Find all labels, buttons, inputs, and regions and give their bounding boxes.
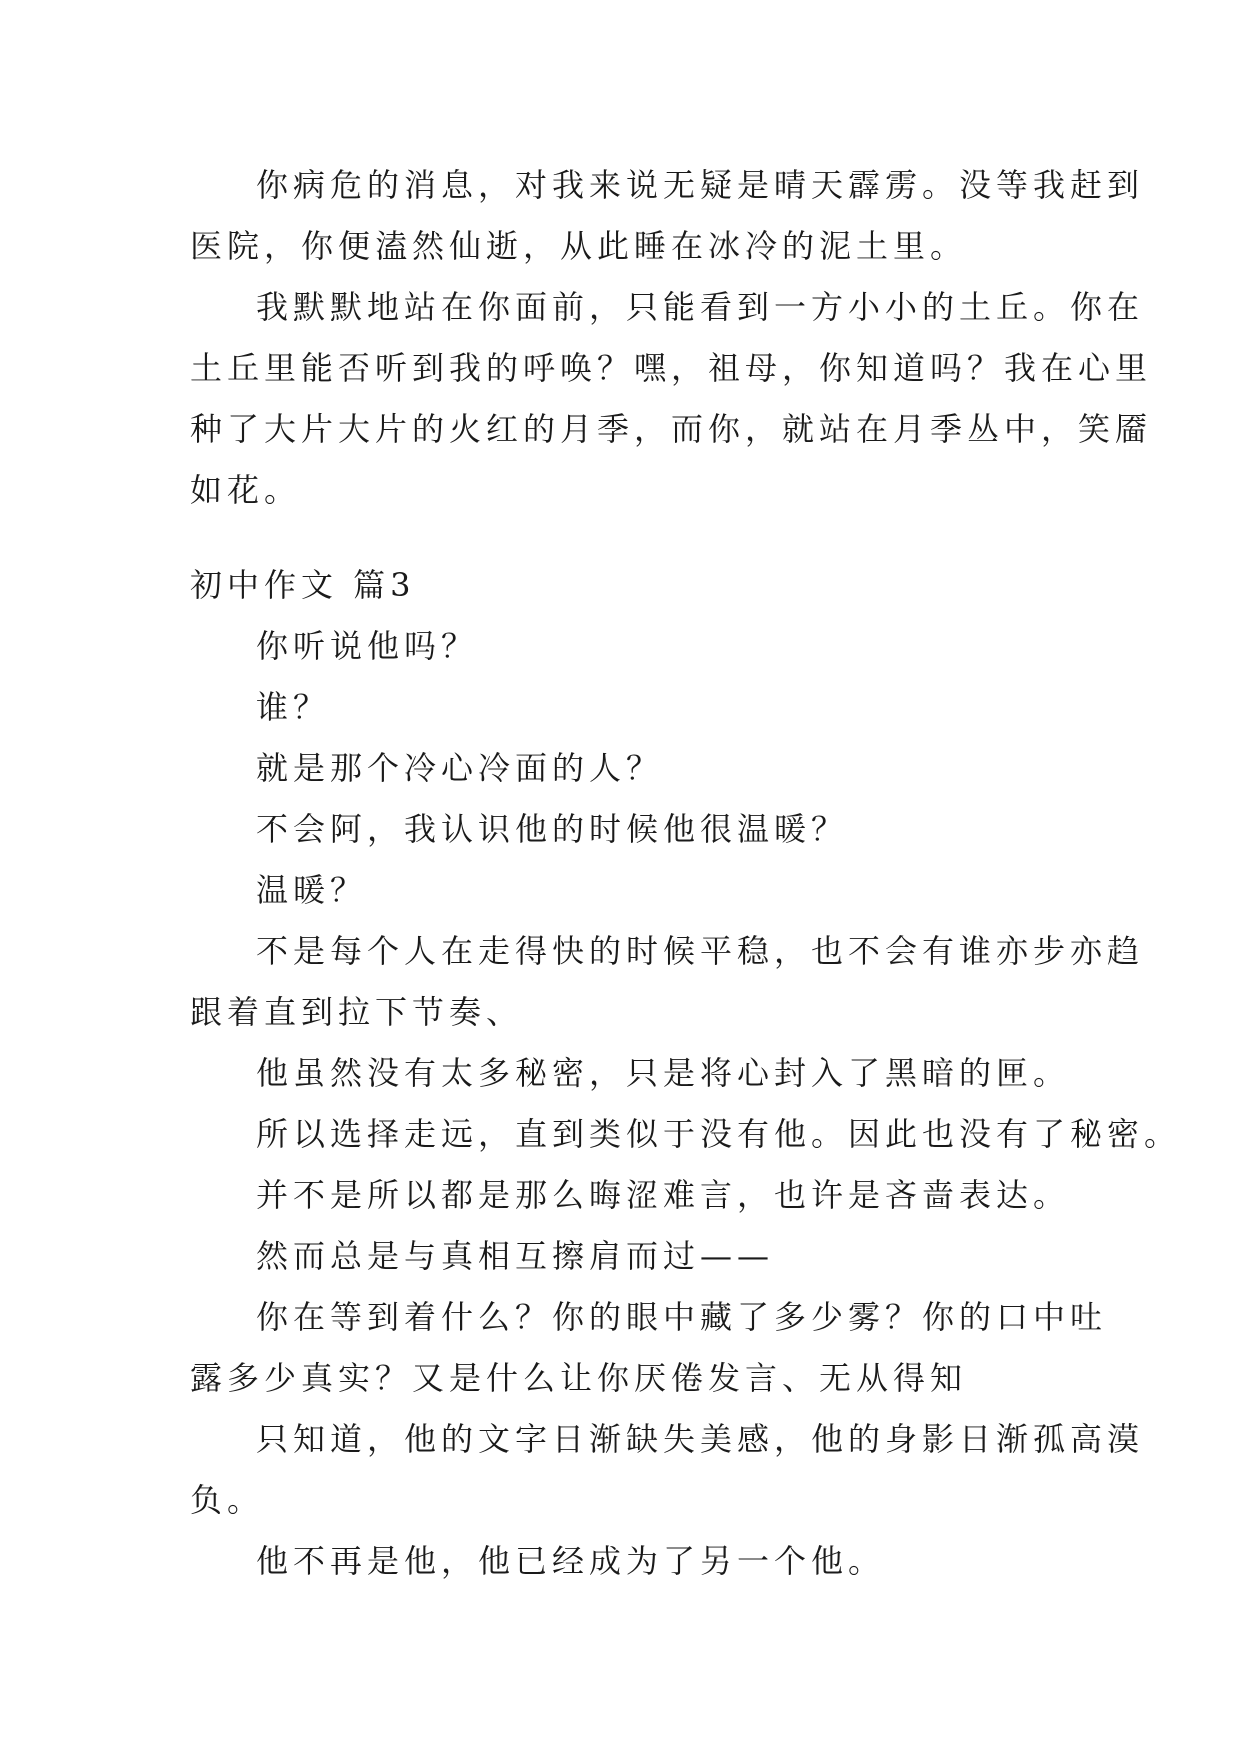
paragraph-line: 不是每个人在走得快的时候平稳，也不会有谁亦步亦趋 [256,932,1145,970]
paragraph-line: 不会阿，我认识他的时候他很温暖？ [256,810,849,848]
section-heading: 初中作文 篇3 [190,566,416,604]
paragraph-line: 温暖？ [256,871,368,909]
paragraph-line: 种了大片大片的火红的月季，而你，就站在月季丛中，笑靥 [190,410,1153,448]
paragraph-line: 跟着直到拉下节奏、 [190,993,524,1031]
paragraph-line: 就是那个冷心冷面的人？ [256,749,664,787]
paragraph-line: 你听说他吗？ [256,627,479,665]
paragraph-line: 土丘里能否听到我的呼唤？嘿，祖母，你知道吗？我在心里 [190,349,1153,387]
paragraph-line: 并不是所以都是那么晦涩难言，也许是吝啬表达。 [256,1176,1071,1214]
paragraph-line: 你在等到着什么？你的眼中藏了多少雾？你的口中吐 [256,1298,1108,1336]
essay-section-previous [190,155,1153,521]
paragraph-line: 露多少真实？又是什么让你厌倦发言、无从得知 [190,1359,968,1397]
paragraph-line: 负。 [190,1481,265,1519]
paragraph-line: 然而总是与真相互擦肩而过—— [256,1237,775,1275]
paragraph-line: 所以选择走远，直到类似于没有他。因此也没有了秘密。 [256,1115,1182,1153]
paragraph-line: 如花。 [190,471,302,509]
paragraph-line: 医院，你便溘然仙逝，从此睡在冰冷的泥土里。 [190,227,968,265]
paragraph-line: 谁？ [256,688,331,726]
paragraph-line: 他不再是他，他已经成为了另一个他。 [256,1542,886,1580]
paragraph-line: 我默默地站在你面前，只能看到一方小小的土丘。你在 [256,288,1145,326]
paragraph-line: 只知道，他的文字日渐缺失美感，他的身影日渐孤高漠 [256,1420,1145,1458]
essay-section-3 [190,555,1182,1592]
paragraph-line: 他虽然没有太多秘密，只是将心封入了黑暗的匣。 [256,1054,1071,1092]
paragraph-line: 你病危的消息，对我来说无疑是晴天霹雳。没等我赶到 [256,166,1145,204]
